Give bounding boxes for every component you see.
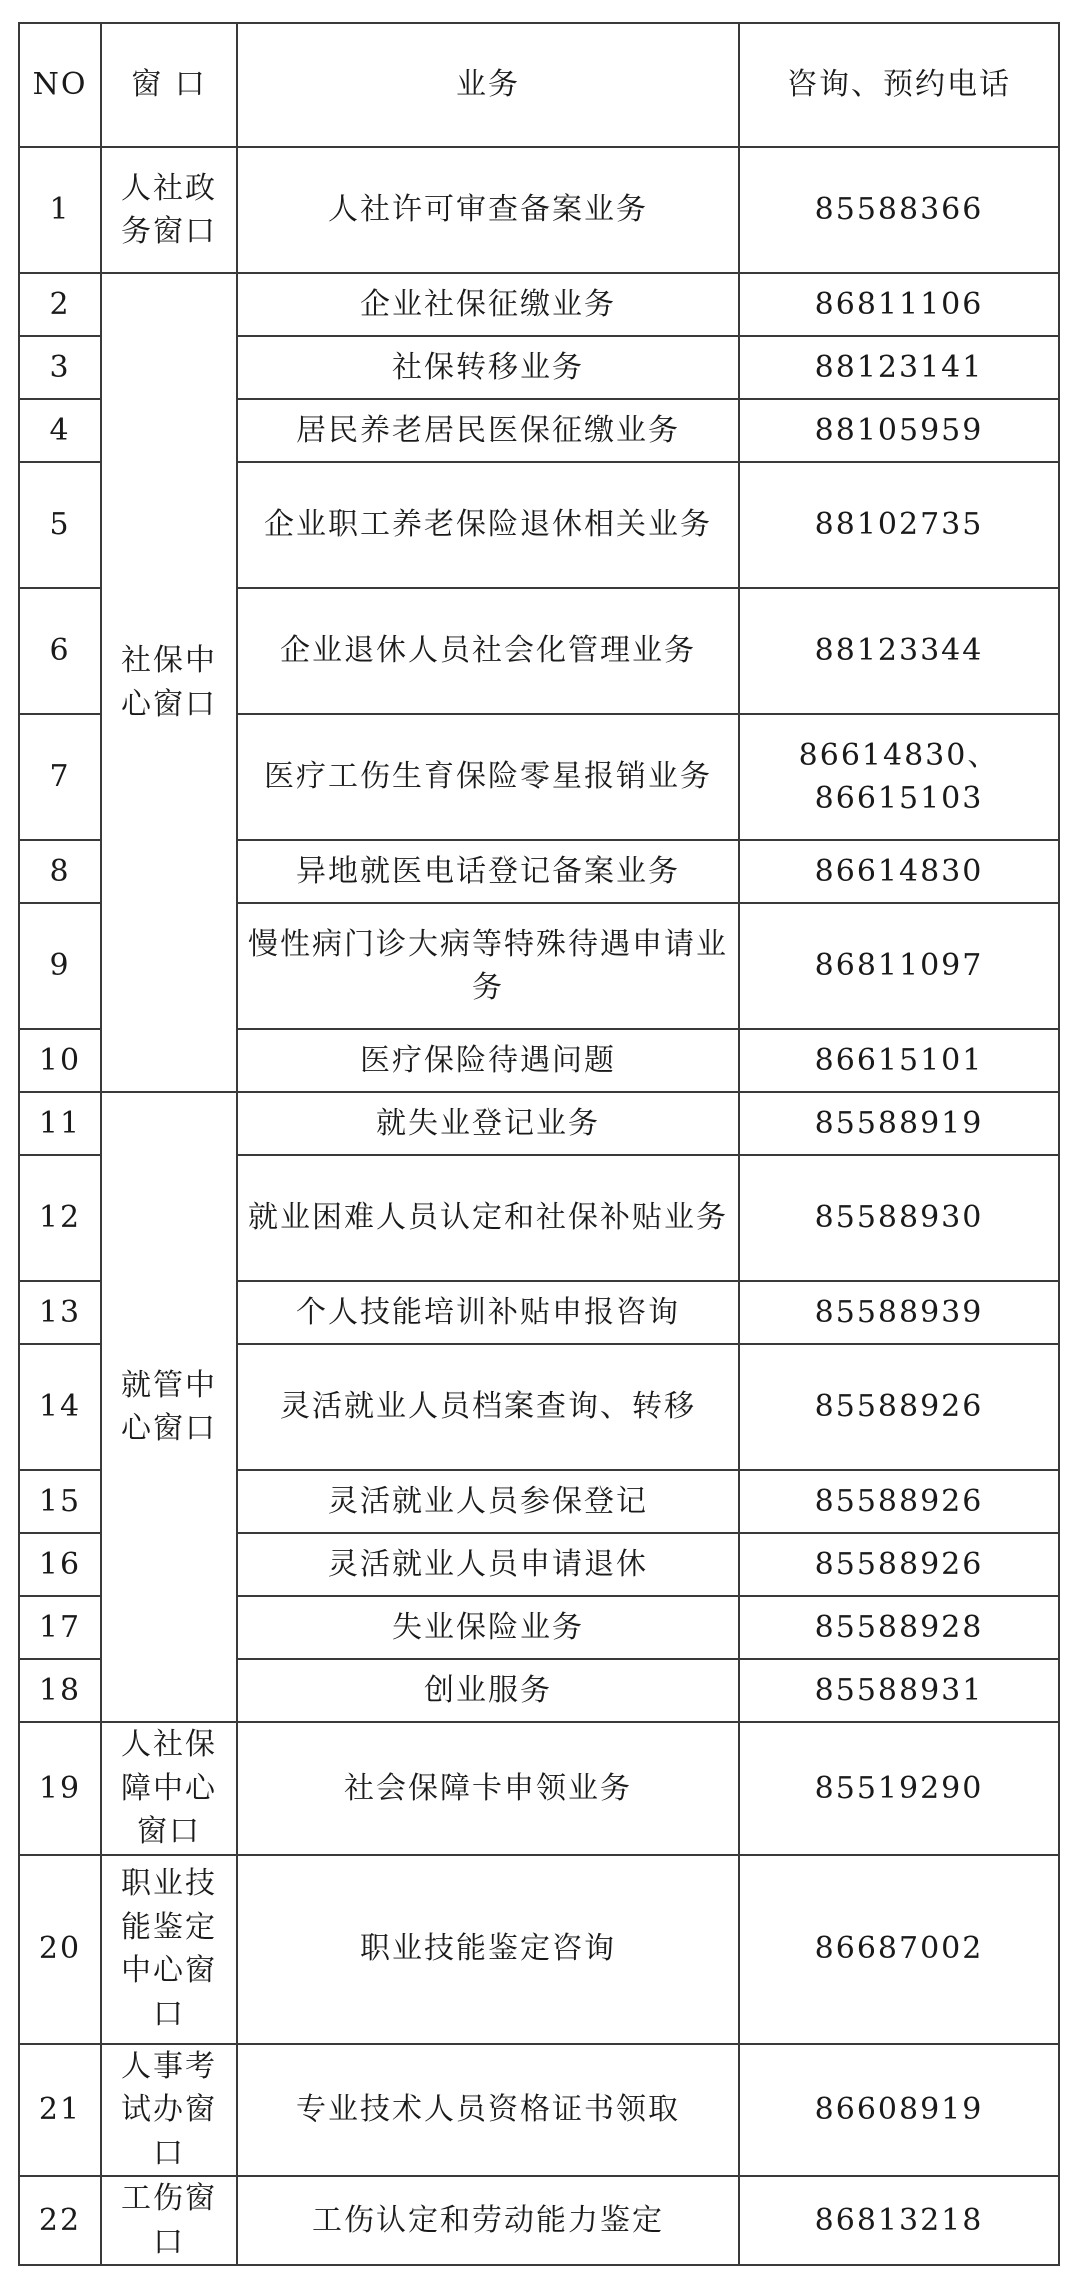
- business-cell: 人社许可审查备案业务: [237, 147, 739, 273]
- row-no: 10: [19, 1029, 101, 1092]
- row-no: 16: [19, 1533, 101, 1596]
- business-cell: 企业退休人员社会化管理业务: [237, 588, 739, 714]
- phone-cell: 88123344: [739, 588, 1059, 714]
- row-no: 12: [19, 1155, 101, 1281]
- row-no: 1: [19, 147, 101, 273]
- business-cell: 企业职工养老保险退休相关业务: [237, 462, 739, 588]
- business-cell: 职业技能鉴定咨询: [237, 1855, 739, 2044]
- business-cell: 就业困难人员认定和社保补贴业务: [237, 1155, 739, 1281]
- window-cell: 人社政务窗口: [101, 147, 237, 273]
- row-no: 17: [19, 1596, 101, 1659]
- row-no: 22: [19, 2176, 101, 2265]
- header-no: NO: [19, 23, 101, 147]
- row-no: 2: [19, 273, 101, 336]
- phone-cell: 85588928: [739, 1596, 1059, 1659]
- business-cell: 就失业登记业务: [237, 1092, 739, 1155]
- window-cell: 人社保障中心窗口: [101, 1722, 237, 1855]
- business-cell: 居民养老居民医保征缴业务: [237, 399, 739, 462]
- business-cell: 慢性病门诊大病等特殊待遇申请业务: [237, 903, 739, 1029]
- business-cell: 社保转移业务: [237, 336, 739, 399]
- phone-cell: 88105959: [739, 399, 1059, 462]
- header-phone: 咨询、预约电话: [739, 23, 1059, 147]
- row-no: 7: [19, 714, 101, 840]
- business-cell: 灵活就业人员申请退休: [237, 1533, 739, 1596]
- row-no: 3: [19, 336, 101, 399]
- business-cell: 灵活就业人员参保登记: [237, 1470, 739, 1533]
- phone-cell: 86811097: [739, 903, 1059, 1029]
- row-no: 4: [19, 399, 101, 462]
- table-row: [19, 1855, 1059, 2044]
- phone-cell: 88123141: [739, 336, 1059, 399]
- business-cell: 创业服务: [237, 1659, 739, 1722]
- window-cell: 社保中心窗口: [101, 273, 237, 1092]
- row-no: 5: [19, 462, 101, 588]
- table-row: [19, 1092, 1059, 1155]
- window-cell: 人事考试办窗口: [101, 2044, 237, 2177]
- phone-cell: 85588931: [739, 1659, 1059, 1722]
- phone-cell: 86608919: [739, 2044, 1059, 2177]
- window-cell: 职业技能鉴定中心窗口: [101, 1855, 237, 2044]
- table-row: [19, 273, 1059, 336]
- phone-cell: 85588939: [739, 1281, 1059, 1344]
- row-no: 11: [19, 1092, 101, 1155]
- phone-cell: 86813218: [739, 2176, 1059, 2265]
- phone-cell: 85588366: [739, 147, 1059, 273]
- phone-cell: 86687002: [739, 1855, 1059, 2044]
- row-no: 15: [19, 1470, 101, 1533]
- phone-cell: 85588919: [739, 1092, 1059, 1155]
- business-cell: 医疗保险待遇问题: [237, 1029, 739, 1092]
- phone-cell: 86811106: [739, 273, 1059, 336]
- header-business: 业务: [237, 23, 739, 147]
- row-no: 19: [19, 1722, 101, 1855]
- phone-cell: 85588930: [739, 1155, 1059, 1281]
- phone-cell: 86614830、86615103: [739, 714, 1059, 840]
- row-no: 18: [19, 1659, 101, 1722]
- business-cell: 医疗工伤生育保险零星报销业务: [237, 714, 739, 840]
- phone-cell: 88102735: [739, 462, 1059, 588]
- business-cell: 异地就医电话登记备案业务: [237, 840, 739, 903]
- business-cell: 个人技能培训补贴申报咨询: [237, 1281, 739, 1344]
- row-no: 14: [19, 1344, 101, 1470]
- row-no: 8: [19, 840, 101, 903]
- row-no: 20: [19, 1855, 101, 2044]
- window-cell: 工伤窗口: [101, 2176, 237, 2265]
- table-row: [19, 2044, 1059, 2177]
- phone-cell: 85588926: [739, 1533, 1059, 1596]
- row-no: 21: [19, 2044, 101, 2177]
- window-cell: 就管中心窗口: [101, 1092, 237, 1722]
- service-phone-table: [18, 22, 1060, 2266]
- row-no: 6: [19, 588, 101, 714]
- business-cell: 专业技术人员资格证书领取: [237, 2044, 739, 2177]
- phone-cell: 86614830: [739, 840, 1059, 903]
- business-cell: 企业社保征缴业务: [237, 273, 739, 336]
- table-row: [19, 1722, 1059, 1855]
- business-cell: 工伤认定和劳动能力鉴定: [237, 2176, 739, 2265]
- header-window: 窗 口: [101, 23, 237, 147]
- phone-cell: 85519290: [739, 1722, 1059, 1855]
- business-cell: 社会保障卡申领业务: [237, 1722, 739, 1855]
- phone-cell: 85588926: [739, 1470, 1059, 1533]
- row-no: 13: [19, 1281, 101, 1344]
- table-row: [19, 147, 1059, 273]
- row-no: 9: [19, 903, 101, 1029]
- phone-cell: 86615101: [739, 1029, 1059, 1092]
- business-cell: 失业保险业务: [237, 1596, 739, 1659]
- phone-cell: 85588926: [739, 1344, 1059, 1470]
- table-row: [19, 2176, 1059, 2265]
- table-header-row: [19, 23, 1059, 147]
- business-cell: 灵活就业人员档案查询、转移: [237, 1344, 739, 1470]
